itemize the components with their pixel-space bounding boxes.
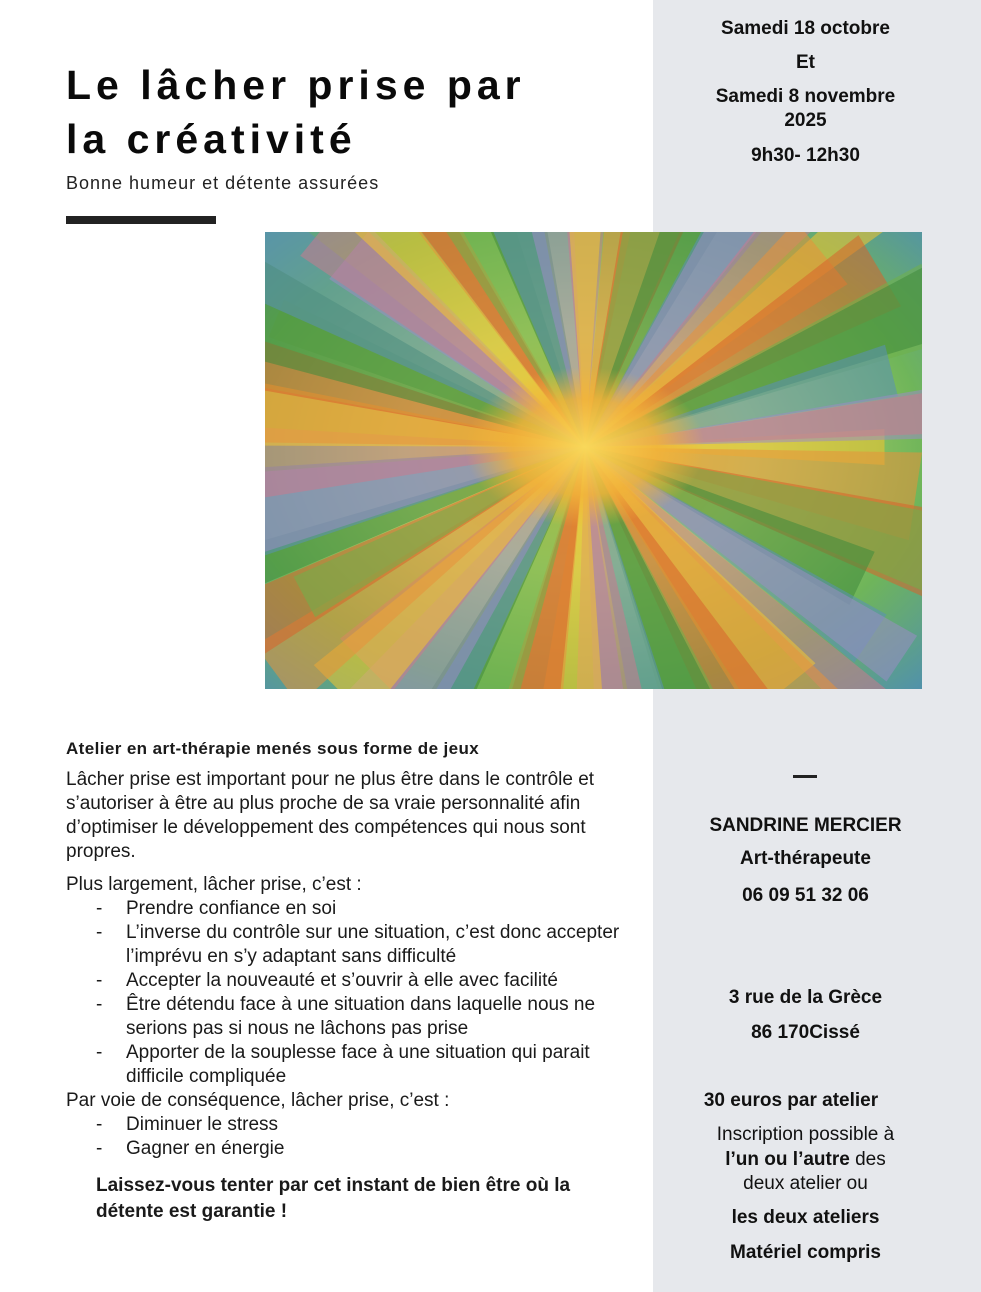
time-range: 9h30- 12h30 — [751, 145, 860, 166]
date-connector: Et — [796, 52, 815, 73]
description-section — [66, 737, 626, 1225]
benefits-list — [66, 897, 626, 1089]
consequences-list — [66, 1113, 626, 1161]
phone-number: 06 09 51 32 06 — [742, 885, 869, 906]
list-item: - Accepter la nouveauté et s’ouvrir à elle avec facilité — [66, 969, 626, 993]
list-item: - Prendre confiance en soi — [66, 897, 626, 921]
therapist-role: Art-thérapeute — [740, 848, 871, 869]
address-line2: 86 170Cissé — [751, 1022, 860, 1043]
closing-statement: Laissez-vous tenter par cet instant de bien être où la détente est garantie ! — [96, 1175, 571, 1222]
title-line2: la créativité — [66, 116, 357, 162]
material-included: Matériel compris — [730, 1242, 881, 1263]
sidebar-divider — [793, 775, 817, 778]
address-line1: 3 rue de la Grèce — [728, 987, 883, 1008]
date-second-line1: Samedi 8 novembre — [715, 86, 896, 107]
date-first: Samedi 18 octobre — [721, 18, 890, 39]
section-heading: Atelier en art-thérapie menés sous forme de jeux — [66, 739, 480, 758]
list-item: - Gagner en énergie — [66, 1137, 626, 1161]
page-subtitle: Bonne humeur et détente assurées — [66, 173, 380, 193]
watercolor-burst-icon — [265, 232, 922, 689]
list-item: - Diminuer le stress — [66, 1113, 626, 1137]
list1-lead: Plus largement, lâcher prise, c’est : — [66, 874, 362, 895]
registration-line4: les deux ateliers — [731, 1207, 880, 1228]
registration-line2 — [653, 1148, 958, 1171]
date-second-line2: 2025 — [784, 110, 827, 131]
price: 30 euros par atelier — [703, 1090, 879, 1111]
watercolor-painting — [265, 232, 922, 689]
registration-line3: deux atelier ou — [743, 1173, 868, 1194]
registration-line1: Inscription possible à — [716, 1124, 895, 1145]
list-item: - L’inverse du contrôle sur une situation, c’est donc accepter l’imprévu en s’y adaptant sans difficulté — [66, 921, 626, 969]
page-title — [66, 58, 646, 166]
list-item: - Apporter de la souplesse face à une situation qui parait difficile compliquée — [66, 1041, 626, 1089]
therapist-name: SANDRINE MERCIER — [709, 815, 902, 836]
registration-after: des — [849, 1149, 886, 1170]
registration-bold: l’un ou l’autre — [725, 1149, 850, 1170]
list-item: - Être détendu face à une situation dans laquelle nous ne serions pas si nous ne lâchons pas prise — [66, 993, 626, 1041]
title-line1: Le lâcher prise par — [66, 62, 526, 108]
title-underline — [66, 216, 216, 224]
list2-lead: Par voie de conséquence, lâcher prise, c’est : — [66, 1090, 450, 1111]
intro-paragraph: Lâcher prise est important pour ne plus être dans le contrôle et s’autoriser à être au plus proche de sa vraie personnalité afin d’optimiser le développement des compétences qui nous sont propres. — [66, 769, 595, 862]
